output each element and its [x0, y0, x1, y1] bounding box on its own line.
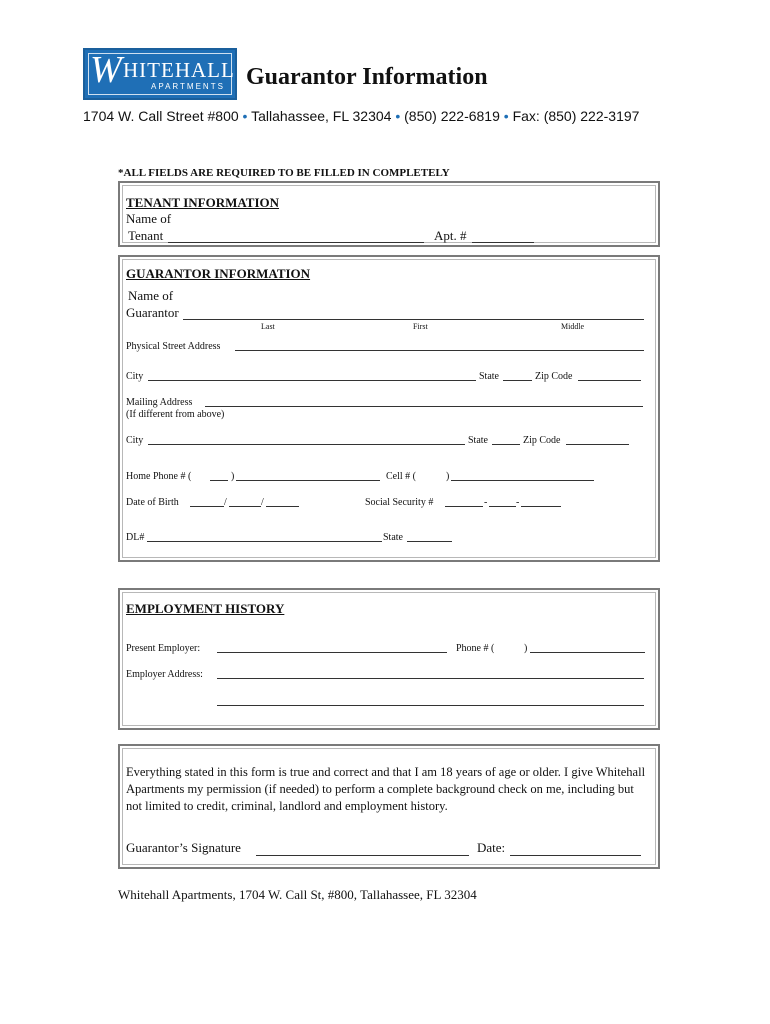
fax-number: Fax: (850) 222-3197 [512, 108, 640, 124]
bullet-separator: • [242, 108, 248, 124]
home-phone-paren: ) [231, 471, 235, 482]
city-label-2: City [126, 435, 144, 446]
ssn-dash: - [516, 497, 520, 508]
home-phone-label: Home Phone # ( [126, 471, 192, 482]
cell-phone-field[interactable] [451, 480, 594, 481]
if-different-note: (If different from above) [126, 409, 225, 420]
zip-field-2[interactable] [566, 444, 629, 445]
required-note: *ALL FIELDS ARE REQUIRED TO BE FILLED IN COMPLETELY [118, 167, 450, 179]
apt-number-field[interactable] [472, 242, 534, 243]
tenant-name-of-label: Name of [126, 211, 172, 226]
city-field-2[interactable] [148, 444, 465, 445]
state-label-2: State [468, 435, 488, 446]
date-field[interactable] [510, 855, 641, 856]
present-employer-label: Present Employer: [126, 643, 201, 654]
state-field[interactable] [503, 380, 532, 381]
tenant-label: Tenant [128, 228, 164, 243]
ssn-part1-field[interactable] [445, 506, 483, 507]
state-field-2[interactable] [492, 444, 520, 445]
dob-year-field[interactable] [266, 506, 299, 507]
ssn-dash: - [484, 497, 488, 508]
first-name-caption: First [413, 322, 428, 331]
guarantor-name-of-label: Name of [128, 288, 174, 303]
tenant-heading: TENANT INFORMATION [126, 195, 280, 210]
employer-phone-field[interactable] [530, 652, 645, 653]
employer-phone-paren: ) [524, 643, 528, 654]
footer-address: Whitehall Apartments, 1704 W. Call St, #800, Tallahassee, FL 32304 [118, 887, 477, 902]
phone-number: (850) 222-6819 [404, 108, 500, 124]
employer-phone-label: Phone # ( [456, 643, 495, 654]
certification-statement: Everything stated in this form is true and correct and that I am 18 years of age or older. I give Whitehall Apartments my permission (if needed) to perform a complete background check on me, including but not limited to credit, criminal, landlord and employment history. [126, 765, 646, 813]
cell-label: Cell # ( [386, 471, 416, 482]
zip-label: Zip Code [535, 371, 573, 382]
physical-address-label: Physical Street Address [126, 341, 221, 352]
ssn-label: Social Security # [365, 497, 434, 508]
home-phone-field[interactable] [236, 480, 380, 481]
last-name-caption: Last [261, 322, 275, 331]
mailing-address-label: Mailing Address [126, 397, 193, 408]
middle-name-caption: Middle [561, 322, 585, 331]
tenant-name-field[interactable] [168, 242, 424, 243]
bullet-separator: • [395, 108, 401, 124]
city-field[interactable] [148, 380, 476, 381]
dl-state-label: State [383, 532, 403, 543]
dl-label: DL# [126, 532, 145, 543]
zip-field[interactable] [578, 380, 641, 381]
signature-field[interactable] [256, 855, 469, 856]
street-address: 1704 W. Call Street #800 [83, 108, 239, 124]
dob-slash: / [224, 497, 227, 508]
mailing-address-field[interactable] [205, 406, 643, 407]
ssn-part2-field[interactable] [489, 506, 516, 507]
cell-paren: ) [446, 471, 450, 482]
tenant-section [118, 181, 660, 247]
guarantor-name-field[interactable] [183, 319, 644, 320]
employer-address-field-2[interactable] [217, 705, 644, 706]
contact-line [83, 107, 639, 125]
state-label: State [479, 371, 499, 382]
page-title: Guarantor Information [246, 64, 488, 90]
dob-slash: / [261, 497, 264, 508]
dl-state-field[interactable] [407, 541, 452, 542]
dob-label: Date of Birth [126, 497, 179, 508]
dl-number-field[interactable] [147, 541, 382, 542]
ssn-part3-field[interactable] [521, 506, 561, 507]
present-employer-field[interactable] [217, 652, 447, 653]
home-phone-area-code-field[interactable] [210, 480, 228, 481]
employer-address-field[interactable] [217, 678, 644, 679]
bullet-separator: • [503, 108, 509, 124]
logo-initial: W [90, 49, 122, 91]
employment-heading: EMPLOYMENT HISTORY [126, 601, 285, 616]
city-state-zip: Tallahassee, FL 32304 [251, 108, 392, 124]
apt-label: Apt. # [434, 228, 467, 243]
city-label: City [126, 371, 144, 382]
physical-address-field[interactable] [235, 350, 644, 351]
whitehall-logo [83, 48, 237, 100]
guarantor-heading: GUARANTOR INFORMATION [126, 266, 311, 281]
logo-name: HITEHALL [123, 58, 235, 82]
zip-label-2: Zip Code [523, 435, 561, 446]
dob-day-field[interactable] [229, 506, 261, 507]
dob-month-field[interactable] [190, 506, 224, 507]
guarantor-label: Guarantor [126, 305, 179, 320]
date-label: Date: [477, 840, 506, 855]
logo-subtitle: APARTMENTS [151, 82, 225, 91]
signature-label: Guarantor’s Signature [126, 840, 241, 855]
employer-address-label: Employer Address: [126, 669, 203, 680]
